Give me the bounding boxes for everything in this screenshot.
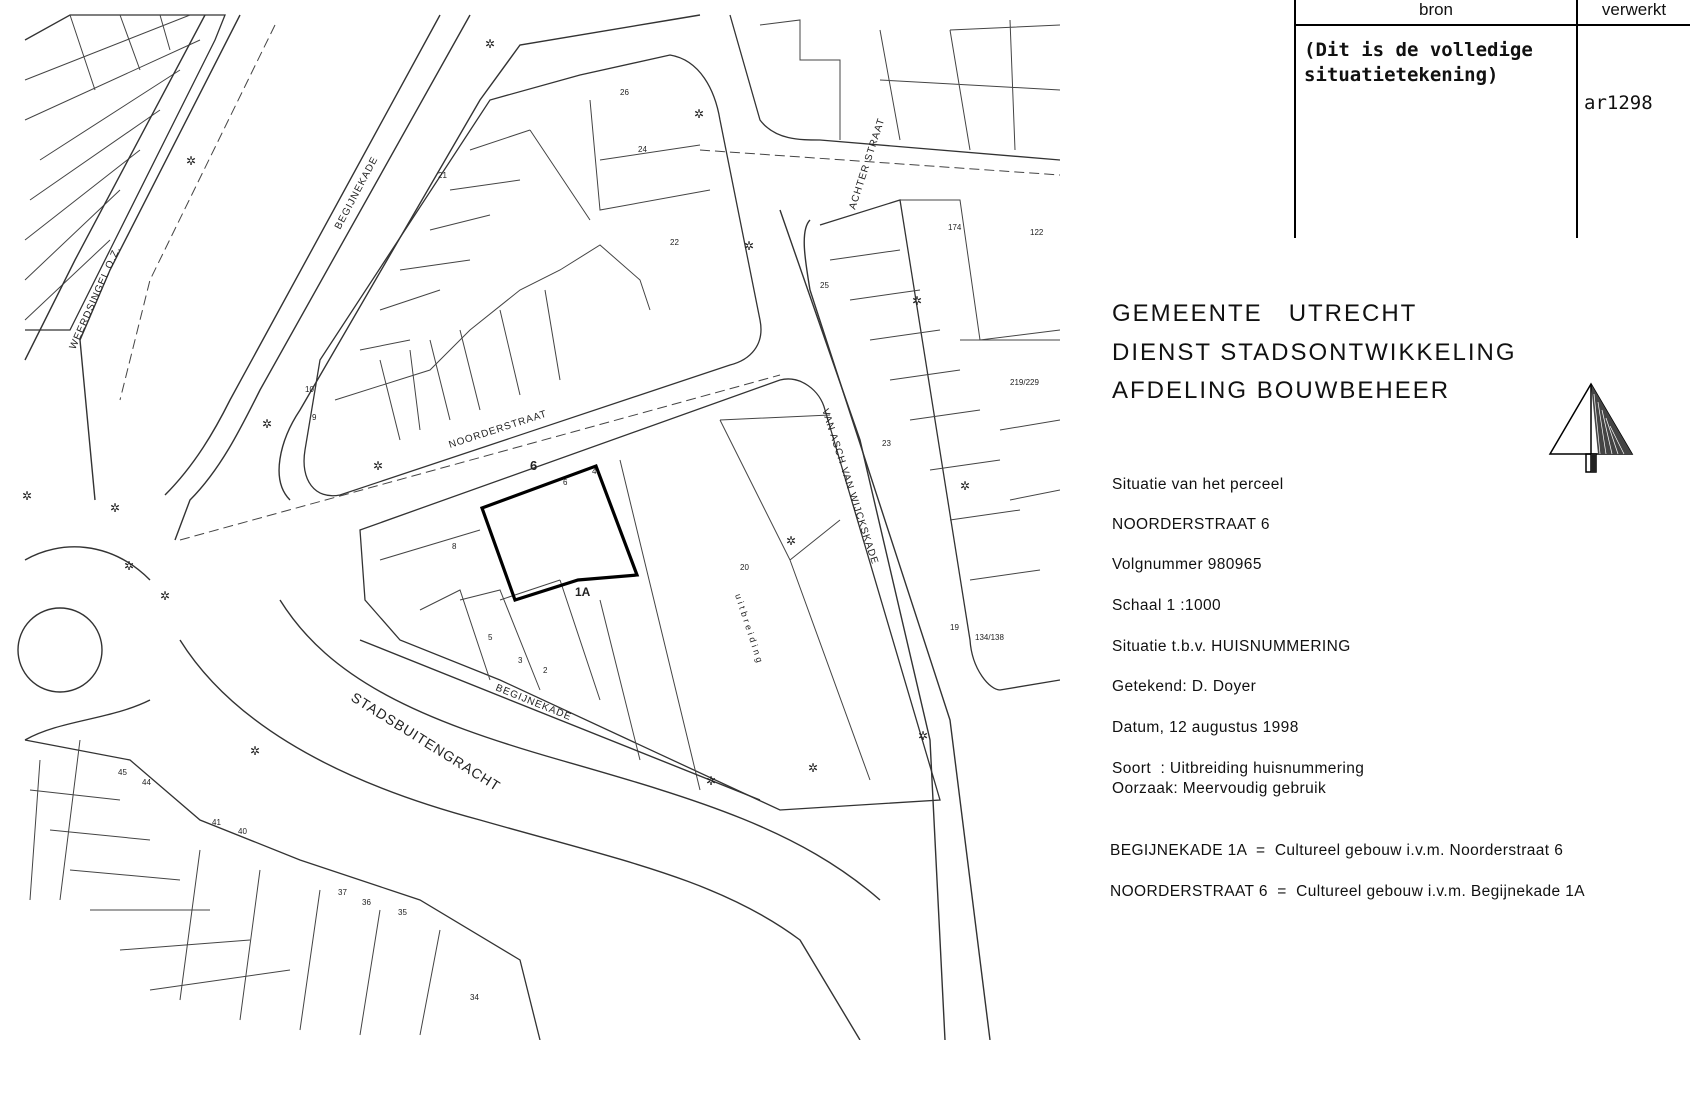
street-van-asch: VAN ASCH VAN WIJCKSKADE	[819, 407, 881, 567]
label-parcel-35: 35	[398, 908, 407, 917]
svg-text:✲: ✲	[373, 459, 384, 473]
van-asch-west-bank	[804, 220, 990, 1040]
detail-address: NOORDERSTRAAT 6	[1112, 516, 1270, 533]
noorderstraat-center	[180, 375, 780, 540]
svg-text:✲: ✲	[485, 37, 496, 51]
svg-text:✲: ✲	[918, 729, 929, 743]
svg-text:✲: ✲	[694, 107, 705, 121]
label-highlight-main: 6	[530, 458, 538, 473]
canal-bank-west	[175, 15, 470, 540]
label-parcel-4: 4	[592, 467, 597, 476]
road-roundabout-south	[25, 547, 150, 740]
header-col-verwerkt: verwerkt	[1601, 0, 1667, 19]
label-parcel-6: 6	[563, 478, 568, 487]
svg-text:✲: ✲	[262, 417, 273, 431]
label-parcel-45: 45	[118, 768, 127, 777]
detail-oorzaak: Oorzaak: Meervoudig gebruik	[1112, 780, 1327, 797]
label-parcel-10: 10	[305, 385, 314, 394]
label-parcel-36: 36	[362, 898, 371, 907]
label-parcel-22: 22	[670, 238, 679, 247]
label-parcel-21: 21	[438, 171, 447, 180]
stadsbuitengracht-north-bank	[280, 600, 880, 900]
block-stadsbuitengracht	[25, 740, 540, 1040]
svg-text:✲: ✲	[808, 761, 819, 775]
label-parcel-20: 20	[740, 563, 749, 572]
detail-situatie-doel: Situatie t.b.v. HUISNUMMERING	[1112, 638, 1351, 655]
org-line-2: DIENST STADSONTWIKKELING	[1112, 339, 1517, 366]
label-parcel-40: 40	[238, 827, 247, 836]
label-parcel-3: 3	[518, 656, 523, 665]
weerdsingel-road-west	[25, 15, 205, 360]
detail-schaal: Schaal 1 :1000	[1112, 597, 1222, 614]
label-parcel-219: 219/229	[1010, 378, 1039, 387]
label-parcel-34: 34	[470, 993, 479, 1002]
canal-bank-east	[165, 15, 440, 495]
svg-text:✲: ✲	[124, 559, 135, 573]
header-left-rule	[1294, 0, 1296, 238]
detail-datum: Datum, 12 augustus 1998	[1112, 719, 1299, 736]
svg-text:✲: ✲	[250, 744, 261, 758]
street-weerdsingel: WEERDSINGEL O.Z.	[67, 244, 124, 352]
top-right-dashed-road	[700, 150, 1060, 175]
label-parcel-25: 25	[820, 281, 829, 290]
block-begijnekade-north	[304, 55, 761, 496]
detail-soort: Soort : Uitbreiding huisnummering	[1112, 760, 1365, 777]
street-achter-straat: ACHTER STRAAT	[847, 116, 888, 211]
detail-volgnummer: Volgnummer 980965	[1112, 556, 1262, 573]
svg-text:✲: ✲	[110, 501, 121, 515]
label-parcel-174: 174	[948, 223, 962, 232]
street-stadsbuitengracht: STADSBUITENGRACHT	[348, 688, 504, 795]
header-top-rule	[1294, 24, 1690, 26]
label-parcel-23: 23	[882, 439, 891, 448]
label-uitbreiding: uitbreiding	[733, 592, 766, 667]
block-top-right	[730, 15, 1060, 160]
street-noorderstraat: NOORDERSTRAAT	[447, 408, 549, 451]
header-col-bron: bron	[1418, 0, 1454, 19]
label-parcel-44: 44	[142, 778, 151, 787]
svg-text:✲: ✲	[22, 489, 33, 503]
label-parcel-41: 41	[212, 818, 221, 827]
roundabout	[18, 608, 102, 692]
org-line-3: AFDELING BOUWBEHEER	[1112, 377, 1451, 404]
begijnekade-south-road	[360, 640, 760, 800]
label-parcel-24: 24	[638, 145, 647, 154]
svg-text:✲: ✲	[706, 774, 717, 788]
header-note: (Dit is de volledige situatietekening)	[1304, 39, 1533, 86]
label-parcel-26: 26	[620, 88, 629, 97]
header-mid-rule	[1576, 0, 1578, 238]
detail-situatie-label: Situatie van het perceel	[1112, 476, 1284, 493]
label-parcel-2: 2	[543, 666, 548, 675]
label-parcel-19: 19	[950, 623, 959, 632]
north-arrow-icon	[1548, 382, 1634, 474]
label-parcel-37: 37	[338, 888, 347, 897]
svg-text:✲: ✲	[786, 534, 797, 548]
svg-text:✲: ✲	[912, 294, 923, 308]
street-begijnekade-top: BEGIJNEKADE	[332, 154, 381, 232]
svg-text:✲: ✲	[160, 589, 171, 603]
label-parcel-134: 134/138	[975, 633, 1004, 642]
svg-text:✲: ✲	[744, 239, 755, 253]
label-parcel-9: 9	[312, 413, 317, 422]
weerdsingel-track	[120, 25, 275, 400]
label-parcel-8: 8	[452, 542, 457, 551]
label-parcel-122: 122	[1030, 228, 1044, 237]
org-line-1: GEMEENTE UTRECHT	[1112, 300, 1418, 327]
van-asch-east-bank	[780, 210, 945, 1040]
label-parcel-5: 5	[488, 633, 493, 642]
header-code: ar1298	[1584, 92, 1653, 114]
detail-getekend: Getekend: D. Doyer	[1112, 678, 1257, 695]
label-highlight-sub: 1A	[575, 585, 591, 599]
note-noorderstraat: NOORDERSTRAAT 6 = Cultureel gebouw i.v.m. Begijnekade 1A	[1110, 883, 1586, 900]
note-begijnekade: BEGIJNEKADE 1A = Cultureel gebouw i.v.m. Noorderstraat 6	[1110, 842, 1564, 859]
svg-text:✲: ✲	[960, 479, 971, 493]
svg-text:✲: ✲	[186, 154, 197, 168]
block-weerdsingel-west	[25, 15, 225, 330]
street-begijnekade-bottom: BEGIJNEKADE	[493, 682, 574, 724]
block-east	[820, 200, 1060, 690]
